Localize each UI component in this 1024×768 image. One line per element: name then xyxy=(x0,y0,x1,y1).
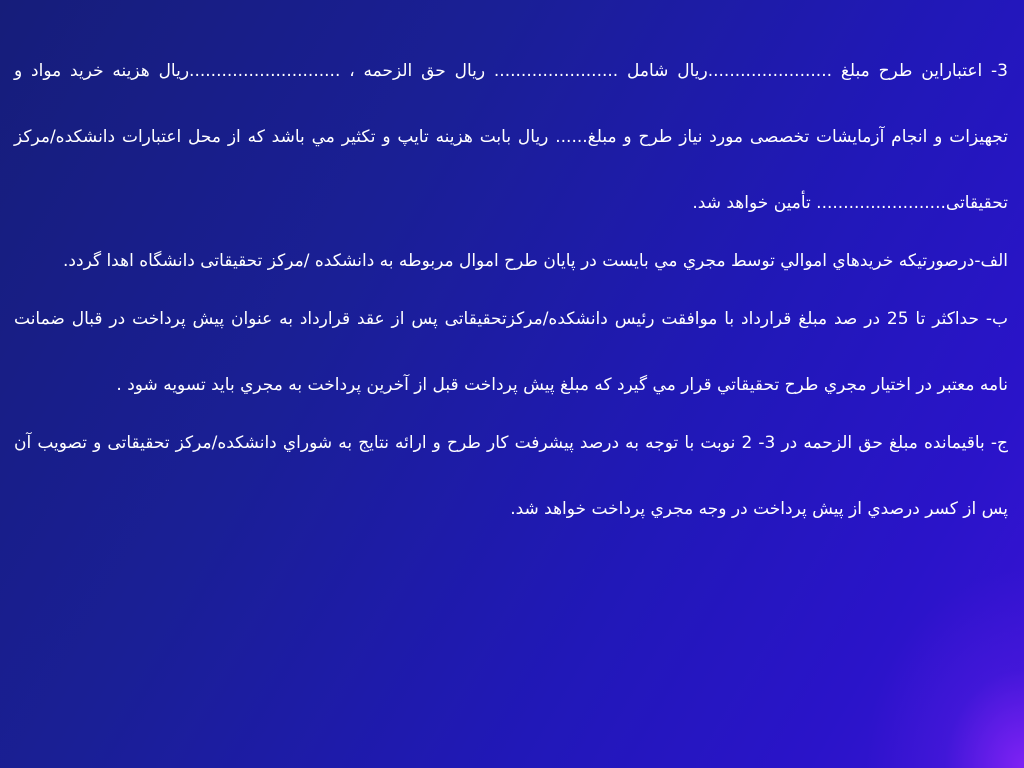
paragraph-jim-remaining-payment: ج- باقیمانده مبلغ حق الزحمه در 3- 2 نوبت با توجه به درصد پیشرفت کار طرح و ارائه نتایج به شوراي دانشکده/مرکز تحقیقاتی و تصویب آن پس از کسر درصدي از پیش پرداخت در وجه مجري پرداخت خواهد شد. xyxy=(14,433,1008,519)
background-corner-glow xyxy=(864,568,1024,768)
paragraph-alef-assets: الف-درصورتیکه خریدهاي اموالي توسط مجري مي بایست در پایان طرح اموال مربوطه به دانشکده /مرکز تحقیقاتی دانشگاه اهدا گردد. xyxy=(63,251,1008,271)
paragraph-budget: 3- اعتباراین طرح مبلغ .......................ریال شامل ....................... ریال حق الزحمه ، ............................ریال هزینه خرید مواد و تجهیزات و انجام آزمایشات تخصصی مورد نیاز طرح و مبلغ...... ریال بابت هزینه تایپ و تکثیر مي باشد که از محل اعتبارات دانشکده/مرکز تحقیقاتی........................ تأمین خواهد شد. xyxy=(14,61,1008,213)
slide-body xyxy=(14,38,1008,542)
paragraph-be-prepayment: ب- حداکثر تا 25 در صد مبلغ قرارداد با موافقت رئیس دانشکده/مرکزتحقیقاتی پس از عقد قرارداد به عنوان پیش پرداخت در قبال ضمانت نامه معتبر در اختیار مجري طرح تحقیقاتي قرار مي گیرد که مبلغ پیش پرداخت قبل از آخرین پرداخت به مجري باید تسویه شود . xyxy=(14,309,1008,395)
